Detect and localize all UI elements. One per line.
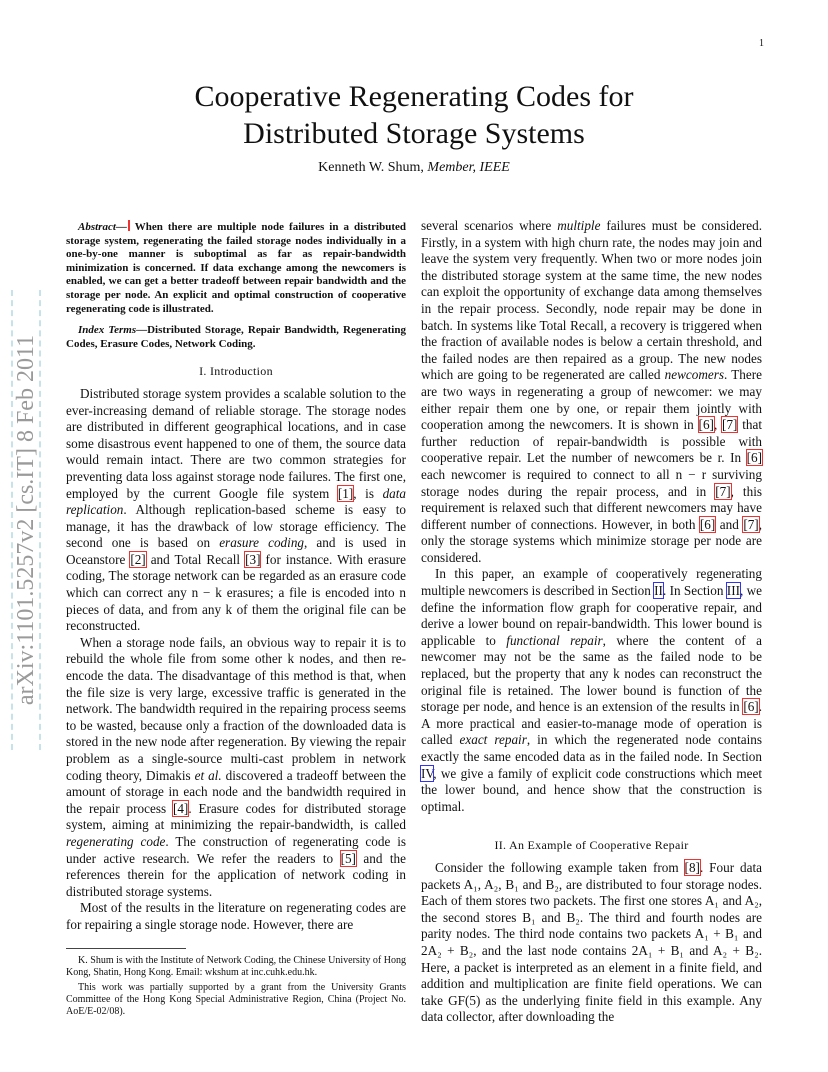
section-title-example: II. An Example of Cooperative Repair — [494, 838, 689, 853]
citation-link-6d[interactable]: [6] — [743, 699, 759, 715]
abstract-text: When there are multiple node failures in a distributed storage system, regenerating the failed storage nodes individually in a one-by-one manner is suboptimal as far as repair-bandwidth minimization is concerned. If data exchange among the newcomers is enabled, we can get a better tradeoff between repair bandwidth and the storage per node. An explicit and optimal construction of cooperative regenerating code is illustrated. — [66, 221, 406, 315]
citation-link-5[interactable]: [5] — [340, 850, 356, 866]
footnote-affiliation: K. Shum is with the Institute of Network Coding, the Chinese University of Hong Kong, Shatin, Hong Kong. Email: wkshum at inc.cuhk.edu.hk. — [66, 954, 406, 978]
index-terms-text: —Distributed Storage, Repair Bandwidth, Regenerating Codes, Erasure Codes, Network Coding. — [66, 324, 406, 350]
index-terms-label: Index Terms — [78, 324, 137, 337]
abstract-link-mark[interactable] — [128, 220, 130, 231]
paper-title — [0, 78, 828, 152]
right-column — [421, 218, 762, 1026]
citation-link-6[interactable]: [6] — [698, 417, 714, 433]
title-line-1: Cooperative Regenerating Codes for — [194, 80, 634, 113]
citation-link-7c[interactable]: [7] — [743, 516, 759, 532]
page-number: 1 — [759, 38, 764, 49]
footnote-funding: This work was partially supported by a grant from the University Grants Committee of the Hong Kong Special Administrative Region, China (Project No. AoE/E-02/08). — [66, 981, 406, 1017]
section-title-introduction: I. Introduction — [199, 364, 273, 379]
section-link-3[interactable]: III — [726, 583, 740, 599]
citation-link-4[interactable]: [4] — [172, 800, 189, 816]
citation-link-7b[interactable]: [7] — [715, 483, 731, 499]
citation-link-2[interactable]: [2] — [130, 551, 146, 567]
citation-link-7[interactable]: [7] — [722, 417, 738, 433]
abstract — [66, 220, 406, 316]
arxiv-stamp-text: arXiv:1101.5257v2 [cs.IT] 8 Feb 2011 — [13, 334, 39, 706]
footnote-divider — [66, 948, 186, 949]
citation-link-6b[interactable]: [6] — [746, 450, 762, 466]
intro-paragraph-5: In this paper, an example of cooperatively regenerating multiple newcomers is described in Section II. In Section III, we define the information flow graph for cooperative repair, and derive a lower bound on repair-bandwidth. This lower bound is applicable to functional repair, where the content of a newcomer may not be the same as the failed node to be replaced, but the property that any k nodes can reconstruct the original file is retained. The lower bound is function of the storage per node, and hence is an extension of the results in [6]. A more practical and easier-to-manage mode of operation is called exact repair, in which the regenerated node contains exactly the same encoded data as in the failed node. In Section IV, we give a family of explicit code constructions which meet the lower bound, and hence show that the construction is optimal. — [421, 566, 762, 814]
example-paragraph-1: Consider the following example taken from [8]. Four data packets A₁, A₂, B₁ and B₂, are distributed to four storage nodes. Each of them stores two packets. The first one stores A₁ and A₂, the second stores B₁ and B₂. The third and fourth nodes are parity nodes. The third node contains two packets A₁ + B₁ and 2A₂ + B₂, and the last node contains 2A₁ + B₁ and A₂ + B₂. Here, a packet is interpreted as an element in a finite field, and addition and multiplication are finite field operations. We can take GF(5) as the underlying finite field in this example. Any data collector, after downloading the — [421, 859, 762, 1025]
intro-paragraph-3: Most of the results in the literature on regenerating codes are for repairing a single storage node. However, there are — [66, 900, 406, 932]
author-role: Member, IEEE — [427, 160, 510, 175]
title-line-2: Distributed Storage Systems — [243, 117, 585, 150]
left-column — [66, 218, 406, 1021]
abstract-label: Abstract— — [78, 221, 127, 233]
index-terms — [66, 324, 406, 351]
author-name: Kenneth W. Shum, — [318, 160, 424, 175]
intro-paragraph-4: several scenarios where multiple failures must be considered. Firstly, in a system with high churn rate, the nodes may join and leave the system very frequently. When two or more nodes join the distributed storage system at the same time, the new nodes can exploit the opportunity of exchange data among themselves in the repair process. Secondly, node repair may be done in batch. In systems like Total Recall, a recovery is triggered when the fraction of available nodes is below a certain threshold, and the failed nodes are then repaired as a group. The new nodes which are going to be regenerated are called newcomers. There are two ways in regenerating a group of newcomer: we may either repair them one by one, or repair them jointly with cooperation among the newcomers. It is shown in [6], [7] that further reduction of repair-bandwidth is possible with cooperative repair. Let the number of newcomers be r. In [6] each newcomer is required to connect to all n − r surviving storage nodes during the repair process, and in [7], this requirement is relaxed such that different newcomers may have different number of connections. However, in both [6] and [7], only the storage systems which minimize storage per node are considered. — [421, 218, 763, 565]
section-link-2[interactable]: II — [654, 583, 663, 599]
citation-link-8[interactable]: [8] — [684, 859, 700, 875]
citation-link-1[interactable]: [1] — [337, 485, 354, 501]
intro-paragraph-1: Distributed storage system provides a scalable solution to the ever-increasing demand of reliable storage. The storage nodes are distributed in different geographical locations, and in case some disastrous event happened to one of them, the source data would remain intact. There are two common strategies for preventing data loss against storage node failures. The first one, employed by the current Google file system [1], is data replication. Although replication-based scheme is easy to manage, it has the drawback of low storage efficiency. The second one is based on erasure coding, and is used in Oceanstore [2] and Total Recall [3] for instance. With erasure coding, The storage network can be regarded as an erasure code which can correct any n − k erasures; a file is encoded into n pieces of data, and from any k of them the original file can be reconstructed. — [66, 385, 407, 634]
arxiv-stamp — [8, 290, 48, 750]
author-line — [0, 160, 828, 176]
citation-link-6c[interactable]: [6] — [699, 516, 716, 532]
intro-paragraph-2: When a storage node fails, an obvious way to repair it is to rebuild the whole file from some other k nodes, and then re-encode the data. The disadvantage of this method is that, when the file size is very large, excessive traffic is generated in the network. The bandwidth required in the repairing process seems to be wasted, because only a fraction of the downloaded data is stored in the new node after regeneration. By viewing the repair problem as a single-source multi-cast problem in network coding theory, Dimakis et al. discovered a tradeoff between the amount of storage in each node and the bandwidth required in the repair process [4]. Erasure codes for distributed storage system, aiming at minimizing the repair-bandwidth, is called regenerating code. The construction of regenerating code is under active research. We refer the readers to [5] and the references therein for the application of network coding in distributed storage systems. — [66, 634, 406, 899]
section-link-4[interactable]: IV — [421, 765, 434, 781]
citation-link-3[interactable]: [3] — [245, 551, 261, 567]
